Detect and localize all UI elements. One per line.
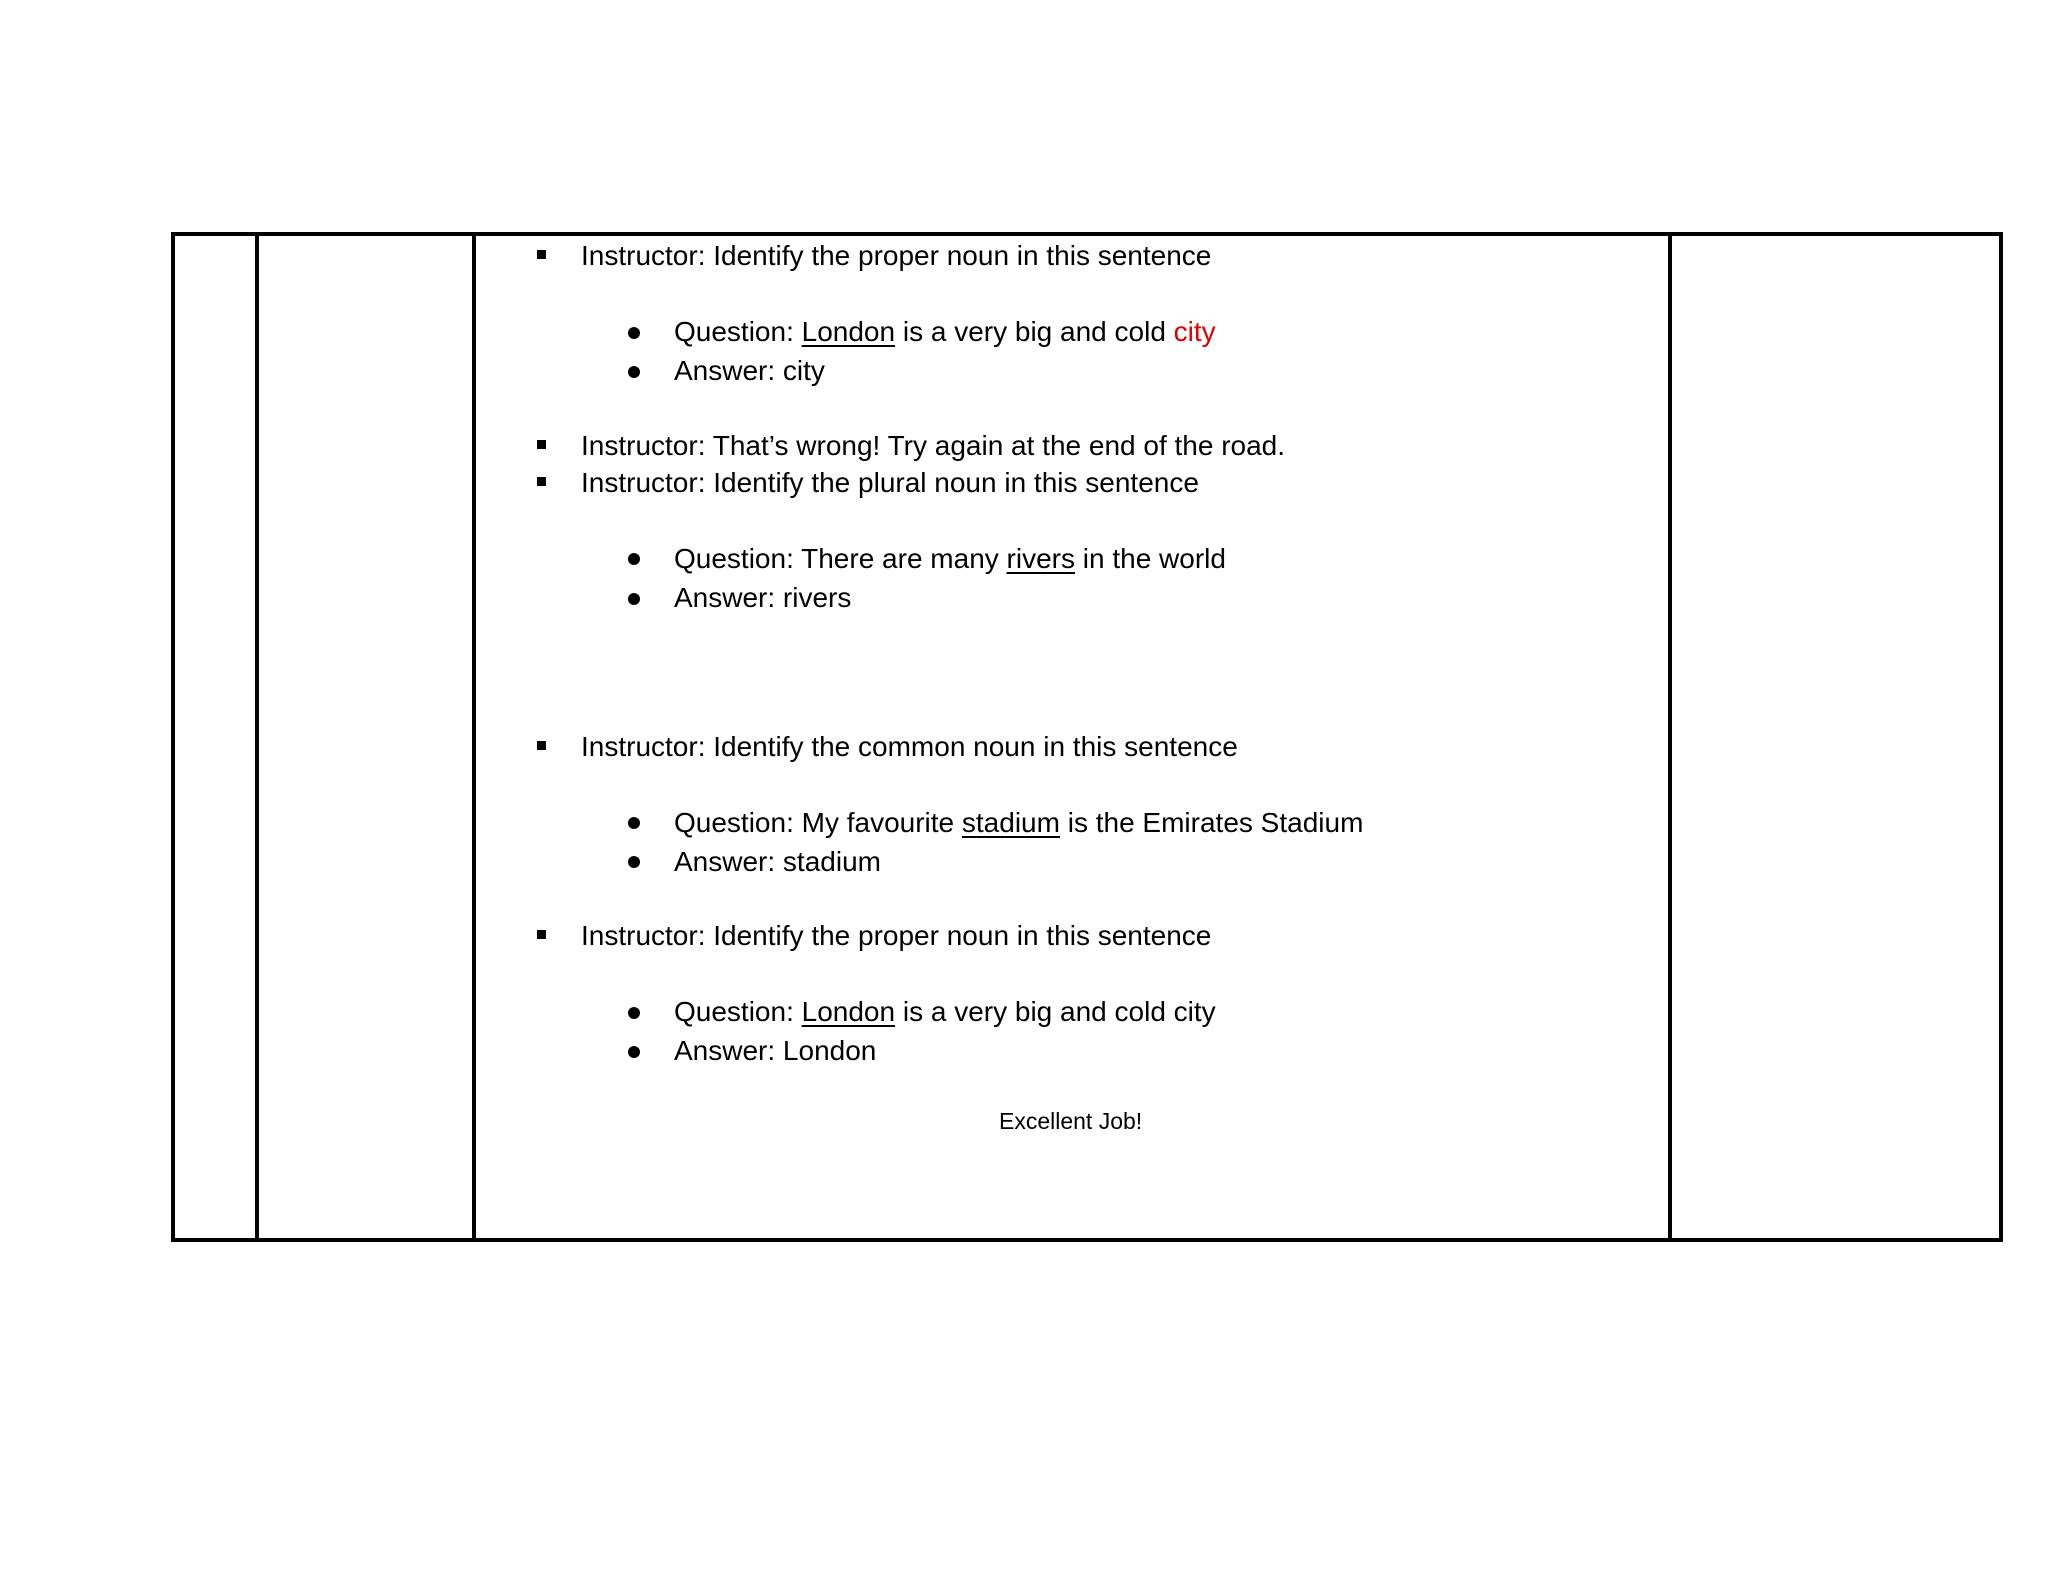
question-line-4 (674, 994, 1216, 1030)
underlined-noun: London (801, 996, 896, 1027)
round-bullet-icon (628, 366, 640, 378)
round-bullet-icon (628, 327, 640, 339)
question-prefix: Question: My favourite (674, 807, 962, 838)
question-middle: is a very big and cold (895, 316, 1174, 347)
question-suffix: is a very big and cold city (895, 996, 1216, 1027)
highlighted-word: city (1173, 316, 1216, 347)
instructor-line-4: Instructor: Identify the proper noun in this sentence (581, 920, 1212, 951)
answer-line-1: Answer: city (674, 355, 825, 386)
underlined-noun: rivers (1006, 543, 1075, 574)
underlined-noun: London (801, 316, 896, 347)
underlined-noun: stadium (961, 807, 1060, 838)
closing-message: Excellent Job! (999, 1108, 1143, 1134)
round-bullet-icon (628, 1007, 640, 1019)
answer-line-4: Answer: London (674, 1035, 877, 1066)
round-bullet-icon (628, 593, 640, 605)
instructor-line-3: Instructor: Identify the common noun in this sentence (581, 731, 1238, 762)
answer-line-3: Answer: stadium (674, 846, 881, 877)
square-bullet-icon (537, 440, 546, 449)
square-bullet-icon (537, 250, 546, 259)
question-suffix: in the world (1075, 543, 1226, 574)
question-prefix: Question: (674, 996, 802, 1027)
feedback-line: Instructor: That’s wrong! Try again at the end of the road. (581, 430, 1286, 461)
question-prefix: Question: (674, 316, 802, 347)
answer-line-2: Answer: rivers (674, 582, 852, 613)
square-bullet-icon (537, 477, 546, 486)
instructor-line-1: Instructor: Identify the proper noun in this sentence (581, 240, 1212, 271)
square-bullet-icon (537, 741, 546, 750)
question-line-2 (674, 541, 1226, 577)
instructor-line-2: Instructor: Identify the plural noun in this sentence (581, 467, 1199, 498)
square-bullet-icon (537, 930, 546, 939)
round-bullet-icon (628, 553, 640, 565)
question-suffix: is the Emirates Stadium (1059, 807, 1364, 838)
question-prefix: Question: There are many (674, 543, 1007, 574)
round-bullet-icon (628, 817, 640, 829)
round-bullet-icon (628, 1046, 640, 1058)
round-bullet-icon (628, 856, 640, 868)
question-line-3 (674, 805, 1363, 841)
question-line-1 (674, 314, 1216, 350)
